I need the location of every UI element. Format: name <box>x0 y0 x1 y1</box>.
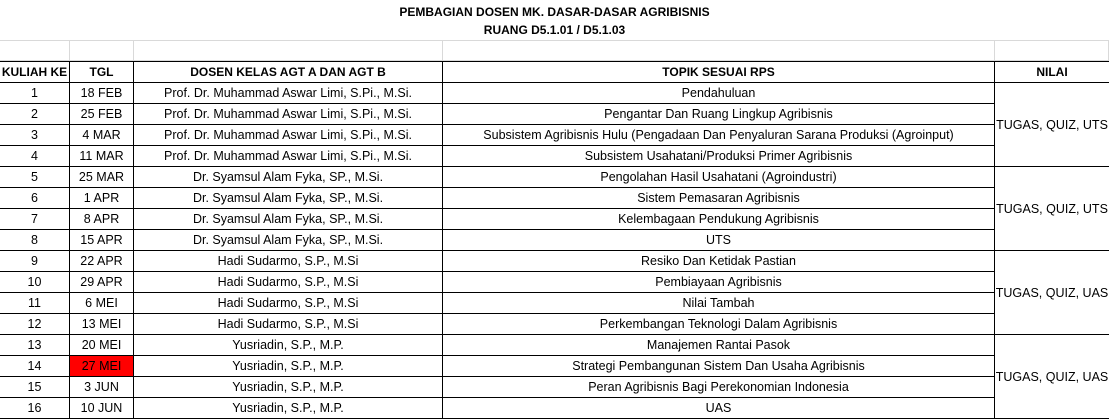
empty-cell[interactable] <box>70 40 134 61</box>
table-row <box>0 356 1109 377</box>
table-row <box>0 377 1109 398</box>
cell-topik[interactable]: Resiko Dan Ketidak Pastian <box>443 251 995 272</box>
cell-dosen[interactable]: Hadi Sudarmo, S.P., M.Si <box>134 314 443 335</box>
cell-topik[interactable]: Strategi Pembangunan Sistem Dan Usaha Agribisnis <box>443 356 995 377</box>
header-dosen[interactable]: DOSEN KELAS AGT A DAN AGT B <box>134 62 443 83</box>
cell-topik[interactable]: Pengolahan Hasil Usahatani (Agroindustri) <box>443 167 995 188</box>
cell-dosen[interactable]: Dr. Syamsul Alam Fyka, SP., M.Si. <box>134 209 443 230</box>
table-row <box>0 230 1109 251</box>
cell-kuliah-ke[interactable]: 4 <box>0 146 70 167</box>
cell-dosen[interactable]: Hadi Sudarmo, S.P., M.Si <box>134 251 443 272</box>
cell-kuliah-ke[interactable]: 15 <box>0 377 70 398</box>
cell-dosen[interactable]: Prof. Dr. Muhammad Aswar Limi, S.Pi., M.Si. <box>134 104 443 125</box>
cell-dosen[interactable]: Hadi Sudarmo, S.P., M.Si <box>134 272 443 293</box>
cell-tgl[interactable]: 25 MAR <box>70 167 134 188</box>
cell-kuliah-ke[interactable]: 11 <box>0 293 70 314</box>
cell-topik[interactable]: Subsistem Agribisnis Hulu (Pengadaan Dan Penyaluran Sarana Produksi (Agroinput) <box>443 125 995 146</box>
cell-kuliah-ke[interactable]: 9 <box>0 251 70 272</box>
cell-tgl[interactable]: 20 MEI <box>70 335 134 356</box>
cell-dosen[interactable]: Yusriadin, S.P., M.P. <box>134 398 443 419</box>
page-title: PEMBAGIAN DOSEN MK. DASAR-DASAR AGRIBISNIS <box>399 5 710 19</box>
header-row <box>0 61 1109 83</box>
cell-topik[interactable]: Nilai Tambah <box>443 293 995 314</box>
cell-tgl[interactable]: 3 JUN <box>70 377 134 398</box>
cell-kuliah-ke[interactable]: 6 <box>0 188 70 209</box>
cell-kuliah-ke[interactable]: 14 <box>0 356 70 377</box>
page-subtitle: RUANG D5.1.01 / D5.1.03 <box>483 23 626 37</box>
cell-tgl[interactable]: 4 MAR <box>70 125 134 146</box>
cell-dosen[interactable]: Prof. Dr. Muhammad Aswar Limi, S.Pi., M.Si. <box>134 146 443 167</box>
cell-tgl[interactable]: 1 APR <box>70 188 134 209</box>
table-row <box>0 104 1109 125</box>
cell-tgl[interactable]: 11 MAR <box>70 146 134 167</box>
cell-dosen[interactable]: Dr. Syamsul Alam Fyka, SP., M.Si. <box>134 167 443 188</box>
cell-dosen[interactable]: Prof. Dr. Muhammad Aswar Limi, S.Pi., M.Si. <box>134 125 443 146</box>
cell-tgl[interactable]: 25 FEB <box>70 104 134 125</box>
cell-kuliah-ke[interactable]: 16 <box>0 398 70 419</box>
empty-cell[interactable] <box>134 40 443 61</box>
cell-topik[interactable]: Perkembangan Teknologi Dalam Agribisnis <box>443 314 995 335</box>
cell-tgl[interactable]: 13 MEI <box>70 314 134 335</box>
empty-cell[interactable] <box>0 40 70 61</box>
cell-tgl[interactable]: 22 APR <box>70 251 134 272</box>
cell-kuliah-ke[interactable]: 2 <box>0 104 70 125</box>
cell-kuliah-ke[interactable]: 7 <box>0 209 70 230</box>
cell-nilai-group[interactable]: TUGAS, QUIZ, UTS <box>995 167 1109 251</box>
cell-tgl[interactable]: 8 APR <box>70 209 134 230</box>
cell-tgl[interactable]: 15 APR <box>70 230 134 251</box>
cell-topik[interactable]: Pembiayaan Agribisnis <box>443 272 995 293</box>
table-row <box>0 83 1109 104</box>
cell-nilai-group[interactable]: TUGAS, QUIZ, UAS <box>995 335 1109 419</box>
cell-dosen[interactable]: Yusriadin, S.P., M.P. <box>134 335 443 356</box>
cell-dosen[interactable]: Prof. Dr. Muhammad Aswar Limi, S.Pi., M.Si. <box>134 83 443 104</box>
cell-topik[interactable]: Peran Agribisnis Bagi Perekonomian Indonesia <box>443 377 995 398</box>
table-row <box>0 188 1109 209</box>
cell-topik[interactable]: Sistem Pemasaran Agribisnis <box>443 188 995 209</box>
cell-tgl[interactable]: 29 APR <box>70 272 134 293</box>
empty-cell[interactable] <box>995 40 1109 61</box>
cell-dosen[interactable]: Dr. Syamsul Alam Fyka, SP., M.Si. <box>134 230 443 251</box>
cell-kuliah-ke[interactable]: 13 <box>0 335 70 356</box>
cell-nilai-group[interactable]: TUGAS, QUIZ, UAS <box>995 251 1109 335</box>
table-row <box>0 293 1109 314</box>
cell-kuliah-ke[interactable]: 12 <box>0 314 70 335</box>
cell-tgl[interactable]: 18 FEB <box>70 83 134 104</box>
cell-tgl[interactable]: 27 MEI <box>70 356 134 377</box>
cell-tgl[interactable]: 10 JUN <box>70 398 134 419</box>
cell-dosen[interactable]: Hadi Sudarmo, S.P., M.Si <box>134 293 443 314</box>
cell-topik[interactable]: Pengantar Dan Ruang Lingkup Agribisnis <box>443 104 995 125</box>
cell-kuliah-ke[interactable]: 1 <box>0 83 70 104</box>
table-row <box>0 167 1109 188</box>
table-row <box>0 272 1109 293</box>
cell-topik[interactable]: Pendahuluan <box>443 83 995 104</box>
table-row <box>0 251 1109 272</box>
cell-dosen[interactable]: Dr. Syamsul Alam Fyka, SP., M.Si. <box>134 188 443 209</box>
cell-dosen[interactable]: Yusriadin, S.P., M.P. <box>134 356 443 377</box>
cell-nilai-group[interactable]: TUGAS, QUIZ, UTS <box>995 83 1109 167</box>
cell-topik[interactable]: UAS <box>443 398 995 419</box>
table-row <box>0 146 1109 167</box>
cell-tgl[interactable]: 6 MEI <box>70 293 134 314</box>
cell-topik[interactable]: Kelembagaan Pendukung Agribisnis <box>443 209 995 230</box>
cell-topik[interactable]: Subsistem Usahatani/Produksi Primer Agribisnis <box>443 146 995 167</box>
cell-dosen[interactable]: Yusriadin, S.P., M.P. <box>134 377 443 398</box>
cell-topik[interactable]: UTS <box>443 230 995 251</box>
cell-topik[interactable]: Manajemen Rantai Pasok <box>443 335 995 356</box>
header-tgl[interactable]: TGL <box>70 62 134 83</box>
header-kuliah-ke[interactable]: KULIAH KE <box>0 62 70 83</box>
cell-kuliah-ke[interactable]: 10 <box>0 272 70 293</box>
table-row <box>0 398 1109 419</box>
table-row <box>0 125 1109 146</box>
table-row <box>0 314 1109 335</box>
header-topik[interactable]: TOPIK SESUAI RPS <box>443 62 995 83</box>
empty-row <box>0 40 1109 61</box>
cell-kuliah-ke[interactable]: 8 <box>0 230 70 251</box>
cell-kuliah-ke[interactable]: 3 <box>0 125 70 146</box>
empty-cell[interactable] <box>443 40 995 61</box>
table-row <box>0 335 1109 356</box>
cell-kuliah-ke[interactable]: 5 <box>0 167 70 188</box>
header-nilai[interactable]: NILAI <box>995 62 1109 83</box>
table-row <box>0 209 1109 230</box>
